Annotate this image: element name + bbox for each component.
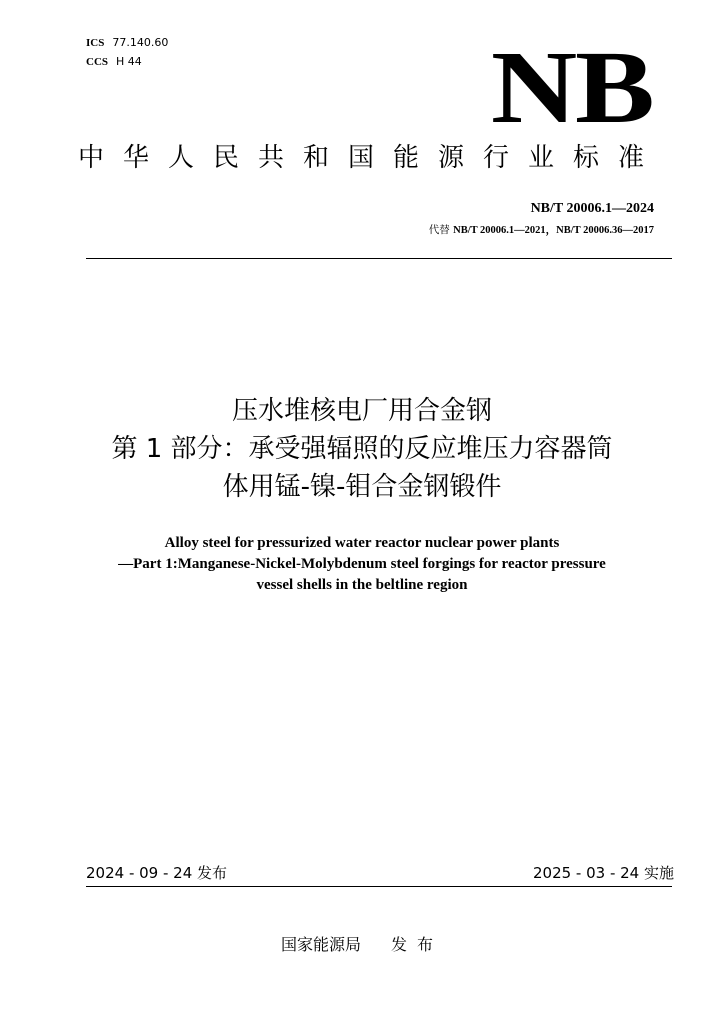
chinese-title-line: 压水堆核电厂用合金钢 (231, 396, 492, 426)
publisher-name: 国家能源局 (280, 935, 361, 954)
ccs-label: CCS (86, 56, 109, 68)
issue-date: 2024 - 09 - 24 发布 (86, 864, 228, 882)
replaces-line (429, 222, 654, 239)
publisher-line (0, 934, 724, 956)
implementation-date: 2025 - 03 - 24 实施 (532, 864, 674, 882)
ics-code (86, 36, 168, 50)
english-title-line: Alloy steel for pressurized water reactor nuclear power plants (164, 535, 560, 551)
standard-number (531, 198, 654, 219)
ics-label: ICS (86, 37, 105, 49)
replaces-label: 代替 (428, 224, 450, 236)
standard-category-title: 中华人民共和国能源行业标准 (78, 143, 664, 173)
english-title-line: —Part 1:Manganese-Nickel-Molybdenum steel forgings for reactor pressure (118, 556, 606, 572)
chinese-title-line: 第 1 部分：承受强辐照的反应堆压力容器筒 (111, 434, 613, 464)
english-title-line: vessel shells in the beltline region (256, 577, 468, 593)
publish-word: 发布 (391, 935, 444, 954)
replaces-value: NB/T 20006.1—2021，NB/T 20006.36—2017 (453, 225, 654, 236)
chinese-title (62, 392, 662, 506)
ccs-code (86, 55, 142, 69)
english-title (62, 533, 662, 596)
top-divider (86, 258, 672, 259)
nb-logo: NB (490, 30, 652, 145)
standard-number-value: NB/T 20006.1—2024 (530, 201, 654, 216)
bottom-divider (86, 886, 672, 887)
ccs-value: H 44 (116, 55, 142, 68)
ics-value: 77.140.60 (112, 36, 169, 49)
chinese-title-line: 体用锰-镍-钼合金钢锻件 (222, 472, 502, 502)
